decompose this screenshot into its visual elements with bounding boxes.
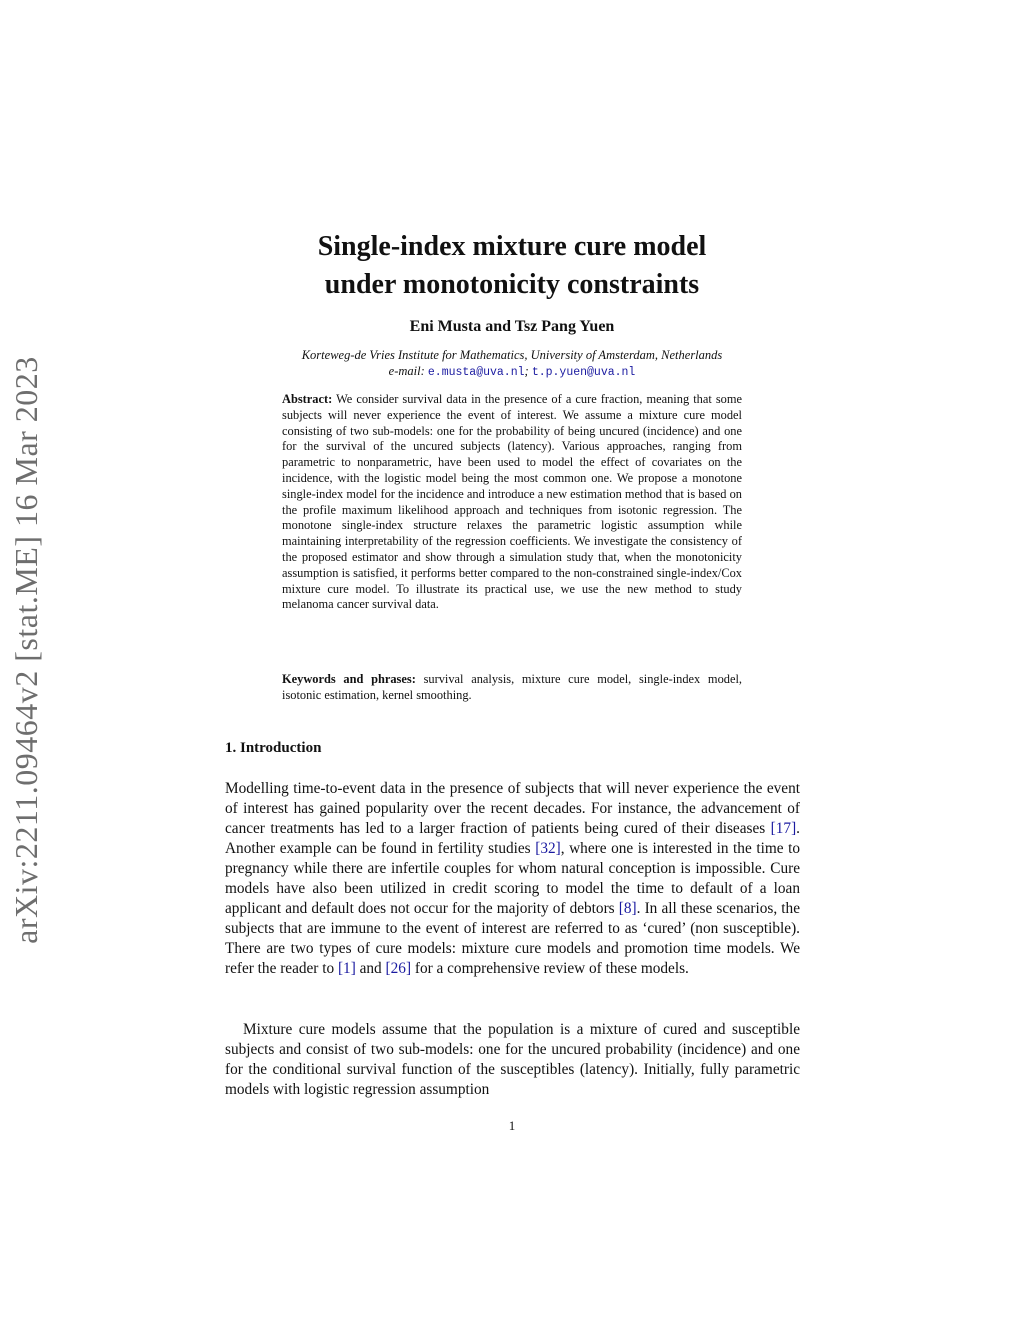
citation-link[interactable]: [1] bbox=[337, 960, 356, 977]
email-link-yuen[interactable]: t.p.yuen@uva.nl bbox=[531, 366, 636, 379]
paragraph-text: Modelling time-to-event data in the presence of subjects that will never experience the event of interest has gained popularity over the recent decades. For instance, the advancement of cancer treatments has led to a larger fraction of patients being cured of their diseases bbox=[225, 780, 800, 837]
page-number: 1 bbox=[508, 1118, 516, 1133]
citation-link[interactable]: [32] bbox=[535, 840, 561, 857]
email-link-musta[interactable]: e.musta@uva.nl bbox=[427, 366, 525, 379]
abstract bbox=[282, 392, 742, 613]
paper-title bbox=[200, 228, 824, 304]
keywords-text: survival analysis, mixture cure model, single-index model, isotonic estimation, kernel smoothing. bbox=[282, 672, 742, 702]
paragraph-text: for a comprehensive review of these models. bbox=[411, 960, 689, 977]
citation-link[interactable]: [26] bbox=[385, 960, 412, 977]
title-line-1: Single-index mixture cure model bbox=[317, 231, 707, 262]
affiliation-block bbox=[200, 347, 824, 381]
intro-paragraph-2: Mixture cure models assume that the population is a mixture of cured and susceptible subjects and consist of two sub-models: one for the uncured probability (incidence) and one for the conditional survival function of the susceptibles (latency). Initially, fully parametric models with logistic regression assumption bbox=[225, 1021, 800, 1098]
email-line bbox=[200, 363, 824, 381]
paragraph-text: and bbox=[355, 960, 386, 977]
paragraph-text: , where one is interested in the time to pregnancy while there are infertile couples for whom natural conception is impossible. Cure models have also been utilized in credit scoring to model the time to default of a loan applicant and default does not occur for the majority of debtors bbox=[225, 840, 800, 917]
affiliation: Korteweg-de Vries Institute for Mathematics, University of Amsterdam, Netherlands bbox=[301, 348, 723, 362]
citation-link[interactable]: [8] bbox=[618, 900, 637, 917]
email-label: e-mail: bbox=[388, 364, 425, 378]
keywords bbox=[282, 672, 742, 704]
abstract-label: Abstract: bbox=[282, 392, 333, 406]
citation-link[interactable]: [17] bbox=[770, 820, 797, 837]
section-heading-introduction: 1. Introduction bbox=[225, 740, 322, 756]
email-separator: ; bbox=[524, 364, 529, 378]
keywords-label: Keywords and phrases: bbox=[282, 672, 416, 686]
title-line-2: under monotonicity constraints bbox=[324, 269, 700, 300]
intro-paragraph-1 bbox=[225, 779, 800, 979]
author-list: Eni Musta and Tsz Pang Yuen bbox=[409, 318, 615, 335]
abstract-text: We consider survival data in the presence of a cure fraction, meaning that some subjects will never experience the event of interest. We assume a mixture cure model consisting of two sub-models: one for the probability of being uncured (incidence) and one for the survival of the uncured subjects (latency). Various approaches, ranging from parametric to nonparametric, have been used to model the effect of covariates on the incidence, with the logistic model being the most common one. We propose a monotone single-index model for the incidence and introduce a new estimation method that is based on the profile maximum likelihood approach and techniques from isotonic regression. The monotone single-index structure relaxes the parametric logistic assumption while maintaining interpretability of the regression coefficients. We investigate the consistency of the proposed estimator and show through a simulation study that, when the monotonicity assumption is satisfied, it performs better compared to the non-constrained single-index/Cox mixture cure model. To illustrate its practical use, we use the new method to study melanoma cancer survival data. bbox=[282, 392, 743, 612]
paragraph-text: . Another example can be found in fertility studies bbox=[225, 820, 800, 857]
arxiv-identifier: arXiv:2211.09464v2 [stat.ME] 16 Mar 2023 bbox=[8, 356, 44, 944]
paragraph-text: . In all these scenarios, the subjects that are immune to the event of interest are referred to as ‘cured’ (non susceptible). There are two types of cure models: mixture cure models and promotion time models. We refer the reader to bbox=[225, 900, 800, 977]
